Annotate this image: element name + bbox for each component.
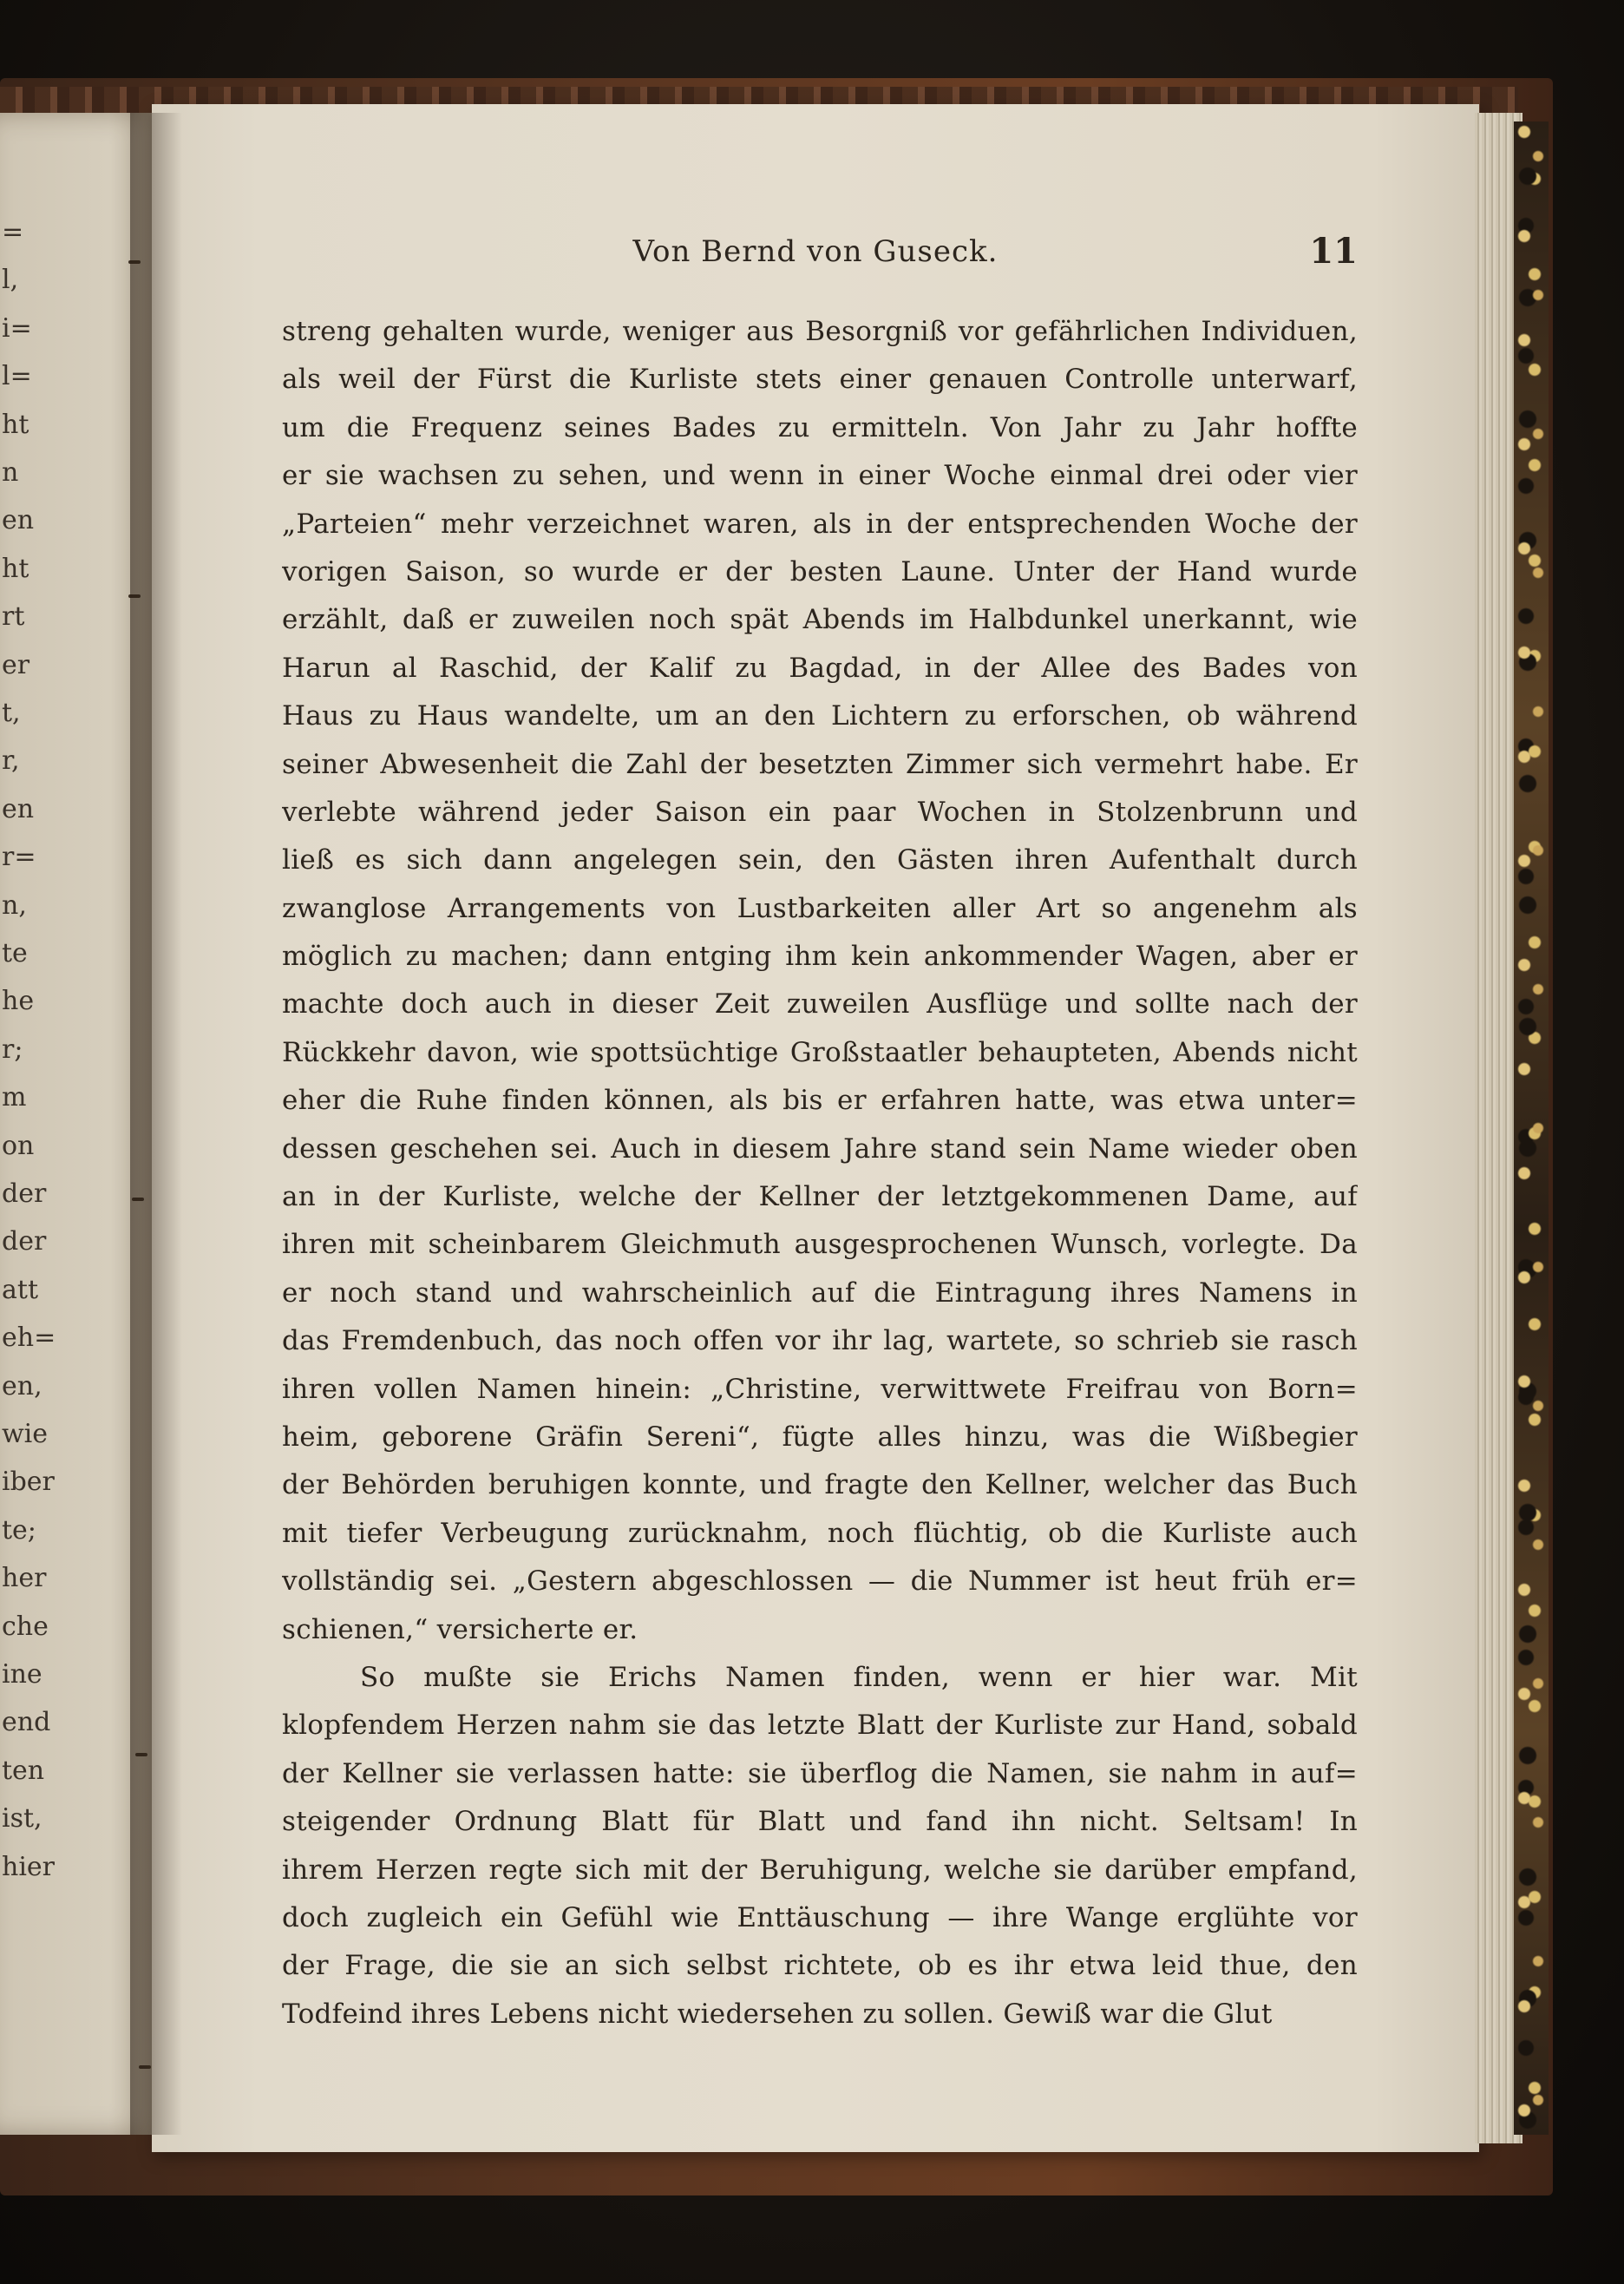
text-line: der Kellner sie verlassen hatte: sie überflog die Namen, sie nahm in auf= [282, 1757, 1358, 1789]
text-line: mit tiefer Verbeugung zurücknahm, noch flüchtig, ob die Kurliste auch [282, 1517, 1358, 1549]
left-page-fragment: hier [2, 1851, 56, 1882]
text-line: „Parteien“ mehr verzeichnet waren, als in der entsprechenden Woche der [282, 508, 1358, 540]
page-number: 11 [1309, 231, 1358, 272]
left-page-fragment: he [2, 986, 35, 1017]
text-line: eher die Ruhe finden können, als bis er erfahren hatte, was etwa unter= [282, 1085, 1358, 1117]
text-line: ihren mit scheinbarem Gleichmuth ausgesprochenen Wunsch, vorlegte. Da [282, 1229, 1358, 1261]
text-line: ihrem Herzen regte sich mit der Beruhigung, welche sie darüber empfand, [282, 1854, 1358, 1886]
left-page-fragment: er [2, 649, 30, 680]
text-line: Harun al Raschid, der Kalif zu Bagdad, in der Allee des Bades von [282, 652, 1358, 684]
left-page-fragment: = [2, 217, 24, 247]
text-line: doch zugleich ein Gefühl wie Enttäuschung — ihre Wange erglühte vor [282, 1901, 1358, 1933]
left-page-fragment: on [2, 1130, 35, 1161]
left-page-fragment: en [2, 793, 35, 824]
left-page-fragment: i= [2, 312, 32, 344]
left-page-fragment: r; [2, 1034, 23, 1065]
text-line: ließ es sich dann angelegen sein, den Gästen ihren Aufenthalt durch [282, 844, 1358, 876]
running-head [152, 231, 1479, 278]
text-line: So mußte sie Erichs Namen finden, wenn er hier war. Mit [360, 1661, 1358, 1693]
left-page-fragment: l= [2, 361, 32, 392]
text-line: schienen,“ versicherte er. [282, 1613, 638, 1645]
left-page-fragment: en [2, 505, 35, 536]
left-page-fragment: ten [2, 1755, 45, 1786]
running-head-title: Von Bernd von Guseck. [632, 234, 999, 269]
text-line: vorigen Saison, so wurde er der besten Laune. Unter der Hand wurde [282, 555, 1358, 587]
text-line: verlebte während jeder Saison ein paar Wochen in Stolzenbrunn und [282, 796, 1358, 828]
left-page-fragment: wie [2, 1419, 49, 1449]
left-page-fragment: te; [2, 1514, 36, 1546]
text-line: steigender Ordnung Blatt für Blatt und fand ihn nicht. Seltsam! In [282, 1806, 1358, 1838]
left-page-fragment: att [2, 1274, 38, 1305]
page-gutter-shadow [130, 113, 182, 2135]
text-line: Rückkehr davon, wie spottsüchtige Großstaatler behaupteten, Abends nicht [282, 1036, 1358, 1068]
text-line: heim, geborene Gräfin Sereni“, fügte alles hinzu, was die Wißbegier [282, 1421, 1358, 1453]
left-page-fragment: rt [2, 601, 25, 633]
left-page-fragment: ht [2, 409, 29, 440]
left-page-fragment: r, [2, 745, 20, 777]
body-text [282, 308, 1358, 2038]
marbled-cover-edge [1514, 121, 1549, 2135]
left-page-fragment: end [2, 1707, 51, 1738]
text-line: an in der Kurliste, welche der Kellner der letztgekommenen Dame, auf [282, 1181, 1358, 1213]
text-line: Todfeind ihres Lebens nicht wiedersehen zu sollen. Gewiß war die Glut [282, 1998, 1273, 2030]
text-line: Haus zu Haus wandelte, um an den Lichtern zu erforschen, ob während [282, 700, 1358, 732]
text-line: dessen geschehen sei. Auch in diesem Jahre stand sein Name wieder oben [282, 1132, 1358, 1165]
text-line: machte doch auch in dieser Zeit zuweilen Ausflüge und sollte nach der [282, 988, 1358, 1021]
left-page-fragment: ht [2, 553, 29, 584]
left-page-fragment: der [2, 1178, 47, 1209]
text-line: streng gehalten wurde, weniger aus Besorgniß vor gefährlichen Individuen, [282, 316, 1358, 347]
text-line: das Fremdenbuch, das noch offen vor ihr lag, wartete, so schrieb sie rasch [282, 1325, 1358, 1357]
left-page-fragment: ist, [2, 1803, 43, 1834]
left-page-fragment: te [2, 938, 28, 968]
text-line: zwanglose Arrangements von Lustbarkeiten aller Art so angenehm als [282, 892, 1358, 924]
left-page-fragment: der [2, 1226, 47, 1257]
text-line: der Behörden beruhigen konnte, und fragte den Kellner, welcher das Buch [282, 1469, 1358, 1501]
text-line: klopfendem Herzen nahm sie das letzte Blatt der Kurliste zur Hand, sobald [282, 1710, 1358, 1742]
text-line: möglich zu machen; dann entging ihm kein ankommender Wagen, aber er [282, 941, 1358, 973]
text-line: er noch stand und wahrscheinlich auf die Eintragung ihres Namens in [282, 1277, 1358, 1309]
left-page-fragment: t, [2, 698, 21, 728]
text-line: er sie wachsen zu sehen, und wenn in einer Woche einmal drei oder vier [282, 460, 1358, 492]
left-page-fragment: eh= [2, 1322, 56, 1354]
text-line: erzählt, daß er zuweilen noch spät Abends im Halbdunkel unerkannt, wie [282, 604, 1358, 636]
left-page-fragment: m [2, 1082, 27, 1113]
left-page-fragment: n [2, 457, 19, 488]
text-line: ihren vollen Namen hinein: „Christine, verwittwete Freifrau von Born= [282, 1373, 1358, 1405]
left-page-fragment: l, [2, 265, 19, 296]
text-line: als weil der Fürst die Kurliste stets einer genauen Controlle unterwarf, [282, 364, 1358, 396]
left-page-fragment: iber [2, 1467, 55, 1498]
left-page-fragment: r= [2, 842, 36, 873]
left-page-fragment: en, [2, 1370, 43, 1401]
left-page-fragment: n, [2, 889, 27, 921]
left-page-fragment: her [2, 1563, 47, 1594]
text-line: der Frage, die sie an sich selbst richtete, ob es ihr etwa leid thue, den [282, 1950, 1358, 1982]
text-line: vollständig sei. „Gestern abgeschlossen — die Nummer ist heut früh er= [282, 1565, 1358, 1598]
text-line: um die Frequenz seines Bades zu ermitteln. Von Jahr zu Jahr hoffte [282, 411, 1358, 443]
text-line: seiner Abwesenheit die Zahl der besetzten Zimmer sich vermehrt habe. Er [282, 748, 1358, 780]
left-page-fragment: che [2, 1611, 49, 1642]
left-page-fragment: ine [2, 1659, 43, 1690]
